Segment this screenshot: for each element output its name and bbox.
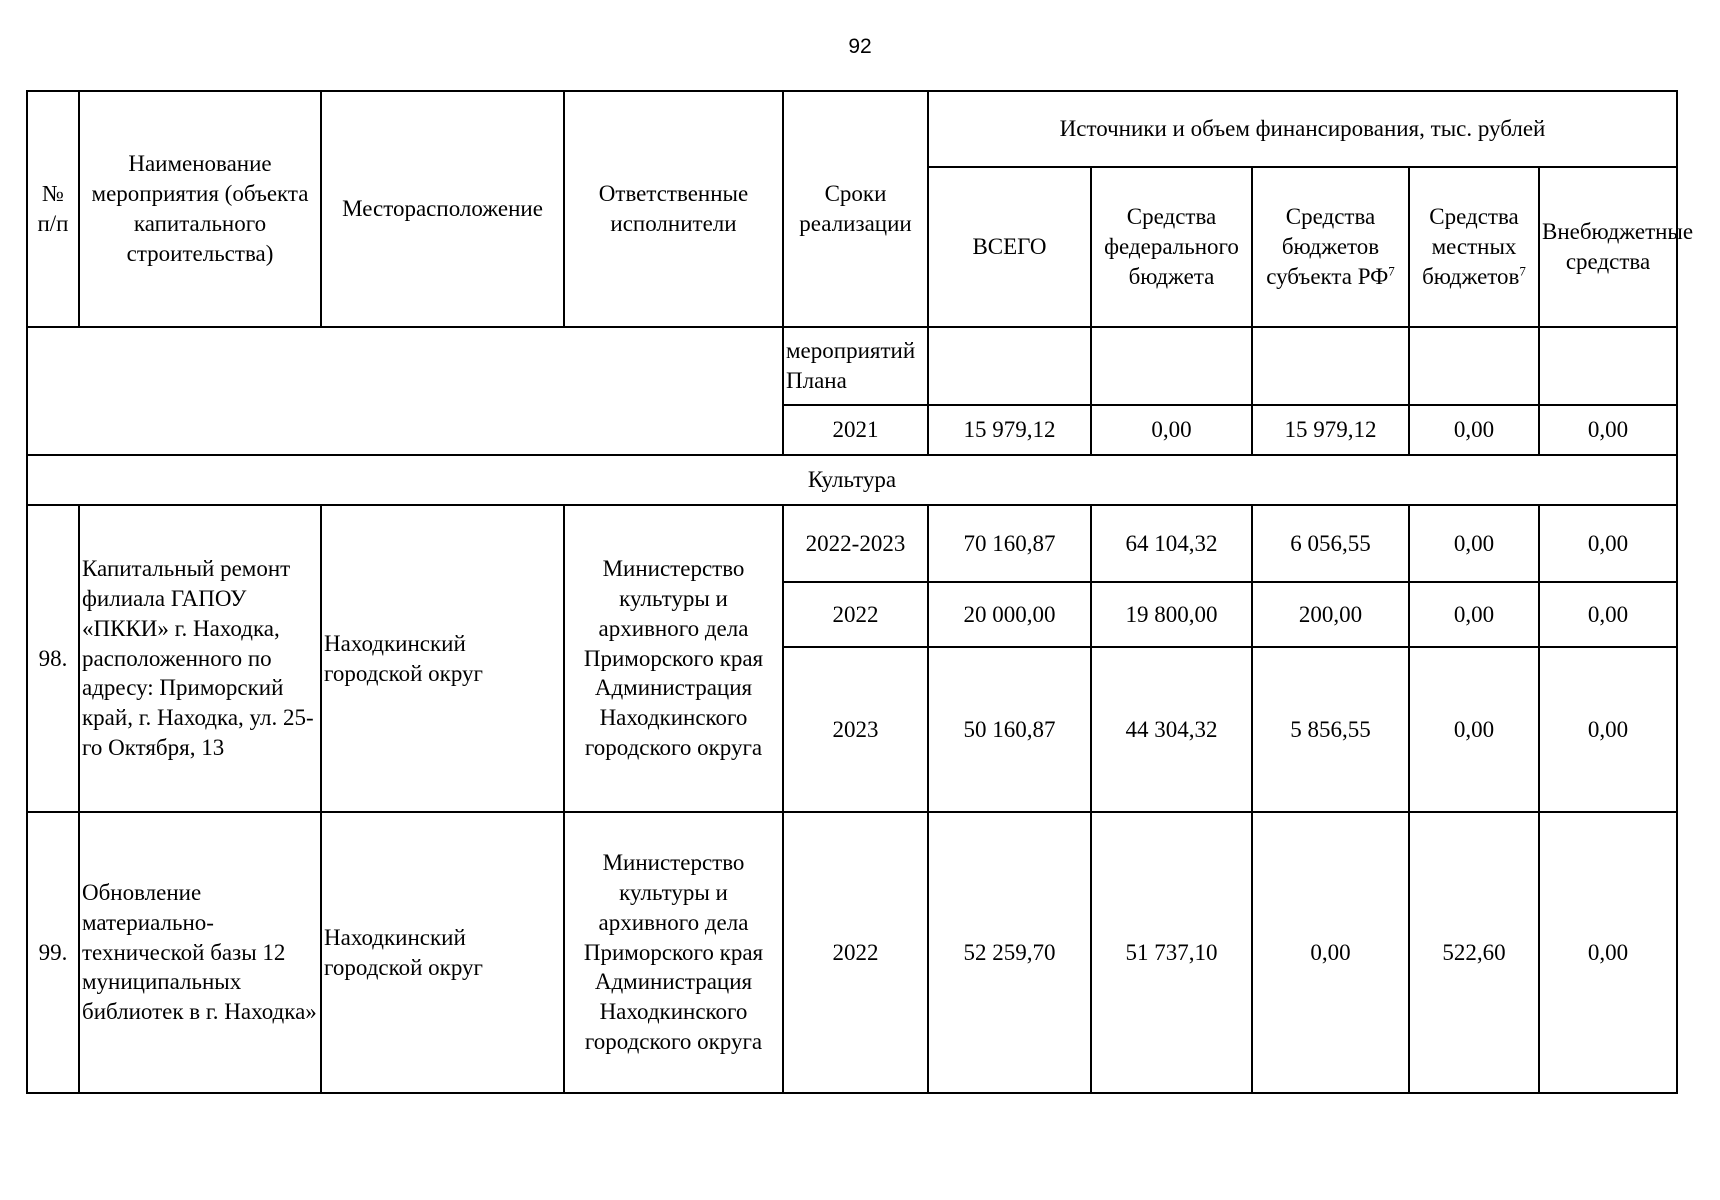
carryover-period: 2021 xyxy=(783,405,928,455)
header-executors: Ответственные исполнители xyxy=(564,91,783,327)
header-num: № п/п xyxy=(27,91,79,327)
table-row xyxy=(27,812,1677,1093)
item-total: 70 160,87 xyxy=(928,505,1091,582)
carryover-empty-extra xyxy=(1539,327,1677,405)
item-local: 0,00 xyxy=(1409,505,1539,582)
item-total: 50 160,87 xyxy=(928,647,1091,812)
item-period: 2022 xyxy=(783,582,928,647)
item-name: Обновление материально-технической базы 12 муниципальных библиотек в г. Находка» xyxy=(79,812,321,1093)
header-total: ВСЕГО xyxy=(928,167,1091,327)
carryover-label: мероприятий Плана xyxy=(783,327,928,405)
item-subject: 5 856,55 xyxy=(1252,647,1409,812)
item-total: 52 259,70 xyxy=(928,812,1091,1093)
carryover-label-row xyxy=(27,327,1677,405)
item-number: 99. xyxy=(27,812,79,1093)
item-local: 0,00 xyxy=(1409,582,1539,647)
item-number: 98. xyxy=(27,505,79,812)
carryover-empty-federal xyxy=(1091,327,1252,405)
carryover-total: 15 979,12 xyxy=(928,405,1091,455)
item-location: Находкинский городской округ xyxy=(321,505,564,812)
header-extra: Внебюджетные средства xyxy=(1539,167,1677,327)
page-number: 92 xyxy=(848,35,872,58)
item-total: 20 000,00 xyxy=(928,582,1091,647)
section-row xyxy=(27,455,1677,505)
item-extra: 0,00 xyxy=(1539,582,1677,647)
carryover-empty-subject xyxy=(1252,327,1409,405)
carryover-blank-cell xyxy=(27,327,783,455)
item-executors: Министерство культуры и архивного дела Приморского края Администрация Находкинского городского округа xyxy=(564,505,783,812)
item-federal: 44 304,32 xyxy=(1091,647,1252,812)
carryover-local: 0,00 xyxy=(1409,405,1539,455)
item-extra: 0,00 xyxy=(1539,505,1677,582)
header-subject xyxy=(1252,167,1409,327)
header-subject-footnote: 7 xyxy=(1388,263,1395,279)
item-extra: 0,00 xyxy=(1539,647,1677,812)
header-subject-label: Средства бюджетов субъекта РФ xyxy=(1266,204,1389,289)
carryover-subject: 15 979,12 xyxy=(1252,405,1409,455)
item-local: 522,60 xyxy=(1409,812,1539,1093)
item-extra: 0,00 xyxy=(1539,812,1677,1093)
header-location: Месторасположение xyxy=(321,91,564,327)
item-subject: 0,00 xyxy=(1252,812,1409,1093)
item-name: Капитальный ремонт филиала ГАПОУ «ПККИ» г. Находка, расположенного по адресу: Приморский край, г. Находка, ул. 25-го Октября, 13 xyxy=(79,505,321,812)
item-subject: 200,00 xyxy=(1252,582,1409,647)
header-row-1 xyxy=(27,91,1677,167)
item-period: 2022 xyxy=(783,812,928,1093)
item-location: Находкинский городской округ xyxy=(321,812,564,1093)
header-local-label: Средства местных бюджетов xyxy=(1422,204,1520,289)
carryover-empty-local xyxy=(1409,327,1539,405)
item-executors: Министерство культуры и архивного дела Приморского края Администрация Находкинского городского округа xyxy=(564,812,783,1093)
item-period: 2022-2023 xyxy=(783,505,928,582)
table-row xyxy=(27,505,1677,582)
item-period: 2023 xyxy=(783,647,928,812)
carryover-empty-total xyxy=(928,327,1091,405)
header-federal: Средства федерального бюджета xyxy=(1091,167,1252,327)
header-local xyxy=(1409,167,1539,327)
item-federal: 51 737,10 xyxy=(1091,812,1252,1093)
carryover-extra: 0,00 xyxy=(1539,405,1677,455)
item-local: 0,00 xyxy=(1409,647,1539,812)
header-local-footnote: 7 xyxy=(1519,263,1526,279)
header-name: Наименование мероприятия (объекта капитального строительства) xyxy=(79,91,321,327)
item-subject: 6 056,55 xyxy=(1252,505,1409,582)
section-title: Культура xyxy=(27,455,1677,505)
header-funding-group: Источники и объем финансирования, тыс. рублей xyxy=(928,91,1677,167)
item-federal: 64 104,32 xyxy=(1091,505,1252,582)
item-federal: 19 800,00 xyxy=(1091,582,1252,647)
header-period: Сроки реализации xyxy=(783,91,928,327)
carryover-federal: 0,00 xyxy=(1091,405,1252,455)
financing-table xyxy=(26,90,1694,1094)
